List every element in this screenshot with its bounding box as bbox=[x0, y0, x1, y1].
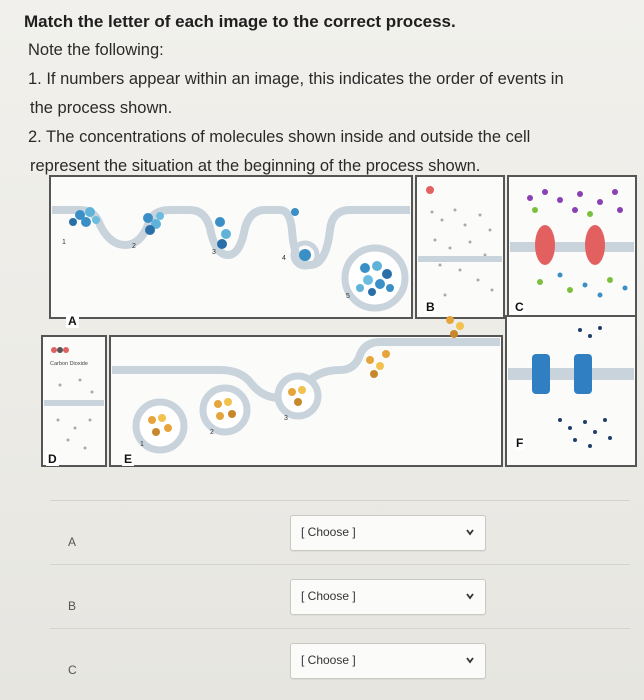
panel-b bbox=[416, 176, 504, 318]
match-row-c bbox=[50, 628, 630, 687]
channel-protein-1 bbox=[532, 354, 550, 394]
chevron-down-icon bbox=[464, 654, 476, 666]
match-row-b bbox=[50, 564, 630, 623]
question-title: Match the letter of each image to the correct process. bbox=[24, 12, 456, 31]
step-3: 3 bbox=[212, 249, 216, 256]
exo-vesicle-2 bbox=[203, 388, 247, 432]
carrier-protein-2 bbox=[585, 225, 605, 265]
match-letter: B bbox=[68, 599, 77, 613]
process-select-a[interactable] bbox=[290, 515, 486, 551]
label-e: E bbox=[124, 452, 133, 466]
label-b: B bbox=[426, 300, 435, 314]
exo-vesicle-3 bbox=[278, 376, 318, 416]
note-2-cont: represent the situation at the beginning of the process shown. bbox=[30, 157, 481, 175]
free-molecule bbox=[291, 208, 299, 216]
note-1-cont: the process shown. bbox=[30, 99, 173, 117]
step-e-1: 1 bbox=[140, 441, 144, 448]
process-select-c[interactable] bbox=[290, 643, 486, 679]
label-a: A bbox=[68, 314, 77, 328]
match-row-a bbox=[50, 500, 630, 559]
label-d: D bbox=[48, 452, 57, 466]
step-5: 5 bbox=[346, 293, 350, 300]
membrane-f bbox=[508, 368, 634, 380]
note-heading: Note the following: bbox=[28, 41, 164, 59]
water-icon bbox=[426, 186, 434, 194]
select-value: [ Choose ] bbox=[301, 589, 356, 603]
match-letter: C bbox=[68, 663, 77, 677]
vesicle-cargo bbox=[299, 249, 311, 261]
label-c: C bbox=[515, 300, 524, 314]
select-value: [ Choose ] bbox=[301, 525, 356, 539]
question-text bbox=[22, 12, 622, 181]
process-figure bbox=[40, 170, 640, 470]
step-e-2: 2 bbox=[210, 429, 214, 436]
chevron-down-icon bbox=[464, 526, 476, 538]
chevron-down-icon bbox=[464, 590, 476, 602]
endocytic-vesicle bbox=[345, 248, 405, 308]
select-value: [ Choose ] bbox=[301, 653, 356, 667]
membrane-b bbox=[418, 256, 502, 262]
step-e-3: 3 bbox=[284, 415, 288, 422]
step-2: 2 bbox=[132, 243, 136, 250]
membrane-d bbox=[44, 400, 104, 406]
membrane-c bbox=[510, 242, 634, 252]
process-select-b[interactable] bbox=[290, 579, 486, 615]
note-2: 2. The concentrations of molecules shown inside and outside the cell bbox=[28, 128, 531, 146]
step-4: 4 bbox=[282, 255, 286, 262]
figure-svg bbox=[40, 170, 640, 470]
panel-f bbox=[506, 316, 636, 466]
match-letter: A bbox=[68, 535, 77, 549]
carrier-protein-1 bbox=[535, 225, 555, 265]
note-1: 1. If numbers appear within an image, this indicates the order of events in bbox=[28, 70, 564, 88]
step-1: 1 bbox=[62, 239, 66, 246]
channel-protein-2 bbox=[574, 354, 592, 394]
co2-label: Carbon Dioxide bbox=[50, 361, 88, 367]
co2-icon bbox=[51, 347, 69, 353]
label-f: F bbox=[516, 436, 524, 450]
